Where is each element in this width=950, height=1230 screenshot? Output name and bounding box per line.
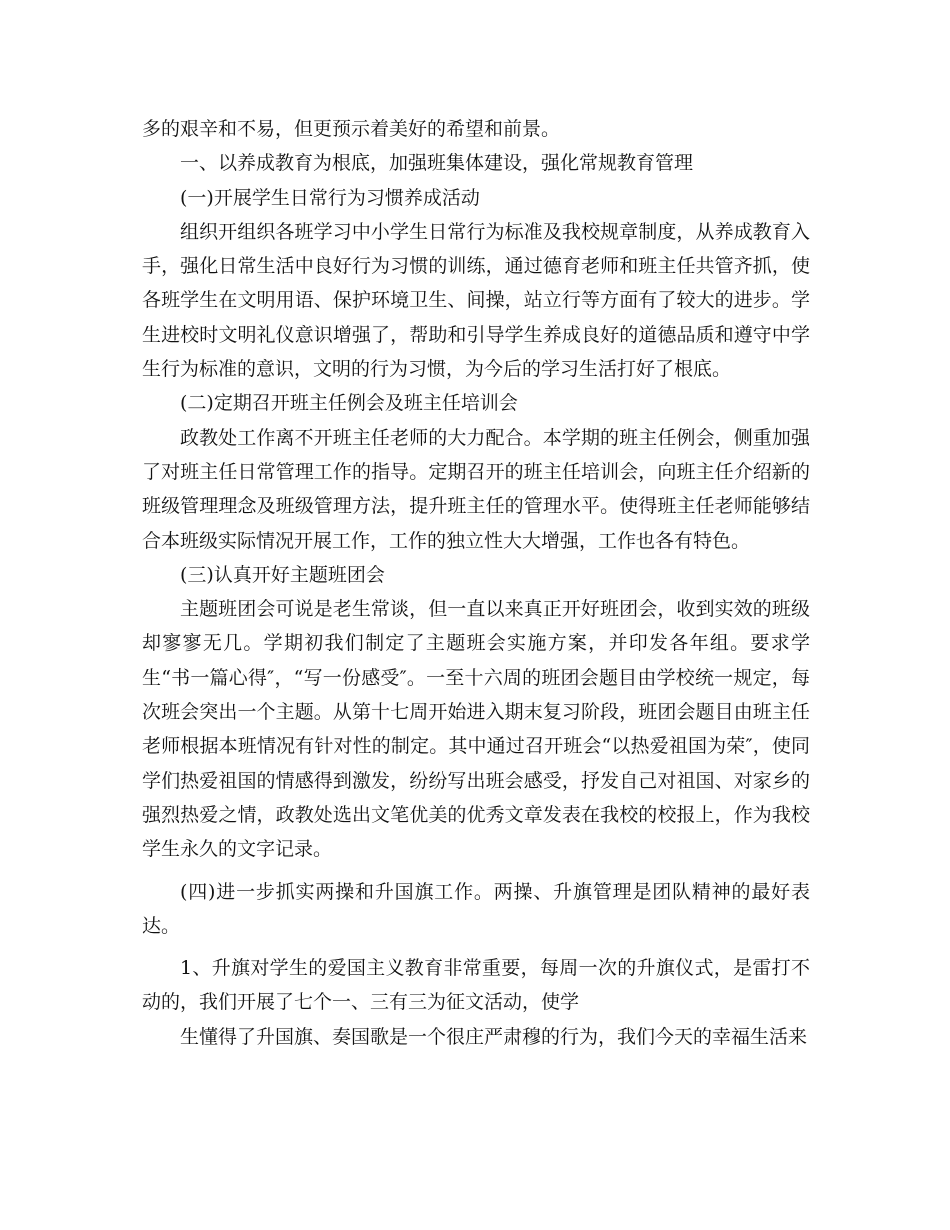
section-heading-1: 一、以养成教育为根底，加强班集体建设，强化常规教育管理 bbox=[180, 152, 694, 175]
subheading-4: (四)进一步抓实两操和升国旗工作。两操、升旗管理是团队精神的最好表达。 bbox=[142, 880, 810, 937]
subheading-1: (一)开展学生日常行为习惯养成活动 bbox=[180, 186, 480, 209]
document-body bbox=[142, 112, 810, 1054]
paragraph-habits: 组织开组织各班学习中小学生日常行为标准及我校规章制度，从养成教育入手，强化日常生活中良好行为习惯的训练，通过德育老师和班主任共管齐抓，使各班学生在文明用语、保护环境卫生、间操，站立行等方面有了较大的进步。学生进校时文明礼仪意识增强了，帮助和引导学生养成良好的道德品质和遵守中学生行为标准的意识，文明的行为习惯，为今后的学习生活打好了根底。 bbox=[142, 220, 810, 381]
subheading-2: (二)定期召开班主任例会及班主任培训会 bbox=[180, 392, 518, 415]
paragraph-flag-raising: 1、升旗对学生的爱国主义教育非常重要，每周一次的升旗仪式，是雷打不动的，我们开展了七个一、三有三为征文活动，使学 bbox=[142, 957, 810, 1014]
paragraph-flag-continuation: 生懂得了升国旗、奏国歌是一个很庄严肃穆的行为，我们今天的幸福生活来 bbox=[180, 1025, 808, 1048]
paragraph-teacher-meetings: 政教处工作离不开班主任老师的大力配合。本学期的班主任例会，侧重加强了对班主任日常管理工作的指导。定期召开的班主任培训会，向班主任介绍新的班级管理理念及班级管理方法，提升班主任的管理水平。使得班主任老师能够结合本班级实际情况开展工作，工作的独立性大大增强，工作也各有特色。 bbox=[142, 426, 810, 552]
paragraph-continuation: 多的艰辛和不易，但更预示着美好的希望和前景。 bbox=[142, 118, 561, 140]
paragraph-class-meetings: 主题班团会可说是老生常谈，但一直以来真正开好班团会，收到实效的班级却寥寥无几。学期初我们制定了主题班会实施方案，并印发各年组。要求学生“书一篇心得″，“写一份感受″。一至十六周的班团会题目由学校统一规定，每次班会突出一个主题。从第十七周开始进入期末复习阶段，班团会题目由班主任老师根据本班情况有针对性的制定。其中通过召开班会“以热爱祖国为荣″，使同学们热爱祖国的情感得到激发，纷纷写出班会感受，抒发自己对祖国、对家乡的强烈热爱之情，政教处选出文笔优美的优秀文章发表在我校的校报上，作为我校学生永久的文字记录。 bbox=[142, 598, 810, 861]
subheading-3: (三)认真开好主题班团会 bbox=[180, 563, 385, 586]
